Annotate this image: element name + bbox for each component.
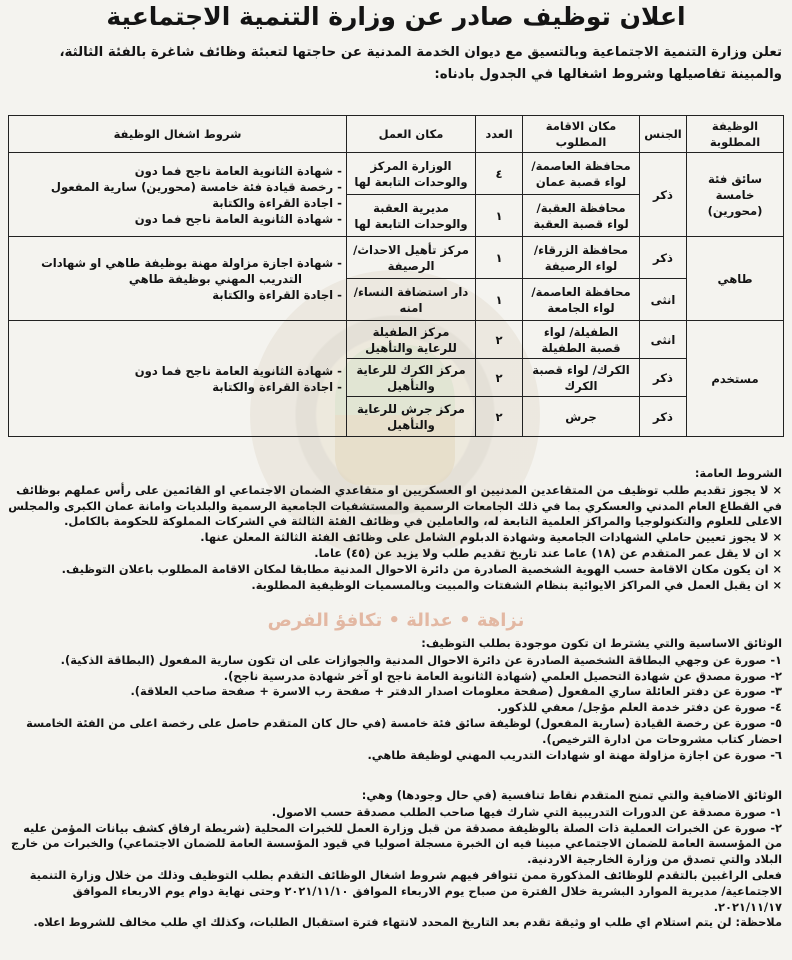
condition-line: - شهادة الثانوية العامة ناجح فما دون xyxy=(134,163,342,178)
list-item: × ان لا يقل عمر المتقدم عن (١٨) عاما عند تاريخ تقديم طلب ولا يزيد عن (٤٥) عاما. xyxy=(314,545,782,560)
workplace-cell: مركز جرش للرعاية والتأهيل xyxy=(347,397,476,437)
condition-line: - رخصة قيادة فئة خامسة (محورين) سارية المفعول xyxy=(50,179,342,194)
workplace-cell: مديرية العقبة والوحدات التابعة لها xyxy=(347,195,476,237)
table-row xyxy=(9,237,784,279)
condition-line: - شهادة الثانوية العامة ناجح فما دون xyxy=(134,211,342,226)
intro-paragraph: تعلن وزارة التنمية الاجتماعية وبالتسيق مع ديوان الخدمة المدنية عن حاجتها لتعبئة وظائف شاغرة بالفئة الثالثة، والمبينة تفاصيلها وشروط اشغالها في الجدول بادناه: xyxy=(59,45,782,82)
gender-cell: انثى xyxy=(640,321,687,359)
workplace-cell: الوزارة المركز والوحدات التابعة لها xyxy=(347,153,476,195)
count-cell: ٤ xyxy=(476,153,523,195)
header-job: الوظيفة المطلوبة xyxy=(687,116,784,153)
section-heading: الوثائق الاساسية والتي يشترط ان تكون موجودة بطلب التوظيف: xyxy=(421,636,782,650)
note-paragraph: ملاحظة: لن يتم استلام اي طلب او وثيقة تقدم بعد التاريخ المحدد لانتهاء فترة استقبال الطلبات، وكذلك اي طلب مخالف للشروط اعلاه. xyxy=(33,915,782,930)
condition-line: - اجادة القراءة والكتابة xyxy=(212,195,342,210)
general-conditions-section xyxy=(8,466,782,593)
workplace-cell: مركز الطفيلة للرعاية والتأهيل xyxy=(347,321,476,359)
list-item: × لا يجوز تقديم طلب توظيف من المتقاعدين المدنيين او العسكريين او متقاعدي الضمان الاجتماعي او القائمين على رأس عملهم بوظائف في القطاع العام المدني والعسكري بما في ذلك الجامعات الرسمية والمستشفيات الجامعية الرسمية والبلديات وامانة عمان الكبرى والمجلس الاعلى للعلوم والتكنولوجيا والمراكز العلمية التابعة له، والعاملين في وظائف الفئة الثالثة في الشركات المملوكة للحكومة بالكامل. xyxy=(8,482,782,529)
condition-line: - اجادة القراءة والكتابة xyxy=(212,379,342,394)
list-item: ١- صورة عن وجهي البطاقة الشخصية الصادرة عن دائرة الاحوال المدنية والجوازات على ان تكون سارية المفعول (البطاقة الذكية). xyxy=(60,652,782,667)
condition-line: - شهادة الثانوية العامة ناجح فما دون xyxy=(134,363,342,378)
list-item: × ان يكون مكان الاقامة حسب الهوية الشخصية الصادرة من دائرة الاحوال المدنية مطابقا لمكان الاقامة المطلوب باعلان التوظيف. xyxy=(61,561,782,576)
condition-line: التدريب المهني بوظيفة طاهي xyxy=(128,271,302,286)
gender-cell: ذكر xyxy=(640,237,687,279)
gender-cell: انثى xyxy=(640,279,687,321)
conditions-cell xyxy=(9,321,347,437)
section-heading: الشروط العامة: xyxy=(694,466,782,480)
count-cell: ١ xyxy=(476,237,523,279)
required-documents-section xyxy=(8,636,782,763)
workplace-cell: مركز الكرك للرعاية والتأهيل xyxy=(347,359,476,397)
count-cell: ٢ xyxy=(476,321,523,359)
list-item: × لا يجوز تعيين حاملي الشهادات الجامعية وشهادة الدبلوم الشامل على وظائف الفئة الثالثة المعلن عنها. xyxy=(200,530,782,545)
count-cell: ١ xyxy=(476,195,523,237)
additional-documents-section xyxy=(8,788,782,931)
header-gender: الجنس xyxy=(640,116,687,153)
workplace-cell: دار استضافة النساء/ امنه xyxy=(347,279,476,321)
page-title: اعلان توظيف صادر عن وزارة التنمية الاجتماعية xyxy=(106,2,686,31)
gender-cell: ذكر xyxy=(640,397,687,437)
list-item: ٣- صورة عن دفتر العائلة ساري المفعول (صفحة معلومات اصدار الدفتر + صفحة رب الاسرة + صفحة صاحب العلاقة). xyxy=(130,684,782,699)
list-item: ٢- صورة عن الخبرات العملية ذات الصلة بالوظيفة مصدقة من قبل وزارة العمل للخبرات المحلية (شريطة ارفاق كشف بيانات المؤمن عليه من المؤسسة العامة للضمان الاجتماعي مبينا فيه ان الخبرة مسجلة اصوليا في قيود المؤسسة العامة للضمان الاجتماعي) والخبرات من خارج البلاد والتي تصدق من وزارة الخارجية الاردنية. xyxy=(11,820,782,867)
residence-cell: محافظة العقبة/ لواء قصبة العقبة xyxy=(523,195,640,237)
list-item: ٢- صورة مصدق عن شهادة التحصيل العلمي (شهادة الثانوية العامة ناجح او آخر شهادة مدرسية ناجح). xyxy=(223,668,782,683)
residence-cell: محافظة الزرقاء/ لواء الرصيفة xyxy=(523,237,640,279)
job-cell: طاهي xyxy=(687,237,784,321)
header-residence: مكان الاقامة المطلوب xyxy=(523,116,640,153)
conditions-cell xyxy=(9,153,347,237)
count-cell: ١ xyxy=(476,279,523,321)
list-item: ٥- صورة عن رخصة القيادة (سارية المفعول) لوظيفة سائق فئة خامسة (في حال كان المتقدم حاصل على رخصة اعلى من الفئة الخامسة احضار كتاب مشروحات من ادارة الترخيص). xyxy=(26,715,782,746)
table-row xyxy=(9,321,784,359)
job-cell: مستخدم xyxy=(687,321,784,437)
table-row xyxy=(9,153,784,195)
header-workplace: مكان العمل xyxy=(347,116,476,153)
header-conditions: شروط اشغال الوظيفة xyxy=(9,116,347,153)
section-heading: الوثائق الاضافية والتي تمنح المتقدم نقاط تنافسية (في حال وجودها) وهي: xyxy=(361,788,782,802)
gender-cell: ذكر xyxy=(640,153,687,237)
list-item: × ان يقبل العمل في المراكز الايوائية بنظام الشفتات والمبيت وبالمسميات الوظيفية المطلوبة. xyxy=(251,577,782,592)
header-count: العدد xyxy=(476,116,523,153)
gender-cell: ذكر xyxy=(640,359,687,397)
residence-cell: محافظة العاصمة/ لواء قصبة عمان xyxy=(523,153,640,195)
list-item: ٦- صورة عن اجازة مزاولة مهنة او شهادات التدريب المهني لوظيفة طاهي. xyxy=(367,747,782,762)
vacancies-table xyxy=(8,115,784,437)
condition-line: - شهادة اجازة مزاولة مهنة بوظيفة طاهي او شهادات xyxy=(41,255,342,270)
condition-line: - اجادة القراءة والكتابة xyxy=(212,287,342,302)
count-cell: ٢ xyxy=(476,359,523,397)
closing-paragraph: فعلى الراغبين بالتقدم للوظائف المذكورة ممن تتوافر فيهم شروط اشغال الوظائف التقدم بطلب التوظيف وذلك من خلال وزارة التنمية الاجتماعية/ مديرية الموارد البشرية خلال الفترة من صباح يوم الاربعاء الموافق ٢٠٢١/١١/١٠ وحتى نهاية دوام يوم الاربعاء الموافق ٢٠٢١/١١/١٧. xyxy=(29,867,782,914)
residence-cell: الكرك/ لواء قصبة الكرك xyxy=(523,359,640,397)
conditions-cell xyxy=(9,237,347,321)
list-item: ٤- صورة عن دفتر خدمة العلم مؤجل/ معفي للذكور. xyxy=(497,700,782,715)
list-item: ١- صورة مصدقة عن الدورات التدريبية التي شارك فيها صاحب الطلب مصدقة حسب الاصول. xyxy=(271,804,782,819)
seal-motto: نزاهة • عدالة • تكافؤ الفرص xyxy=(267,610,525,631)
residence-cell: جرش xyxy=(523,397,640,437)
count-cell: ٢ xyxy=(476,397,523,437)
workplace-cell: مركز تأهيل الاحداث/ الرصيفة xyxy=(347,237,476,279)
residence-cell: الطفيلة/ لواء قصبة الطفيلة xyxy=(523,321,640,359)
residence-cell: محافظة العاصمة/ لواء الجامعة xyxy=(523,279,640,321)
table-header-row xyxy=(9,116,784,153)
job-cell: سائق فئة خامسة (محورين) xyxy=(687,153,784,237)
